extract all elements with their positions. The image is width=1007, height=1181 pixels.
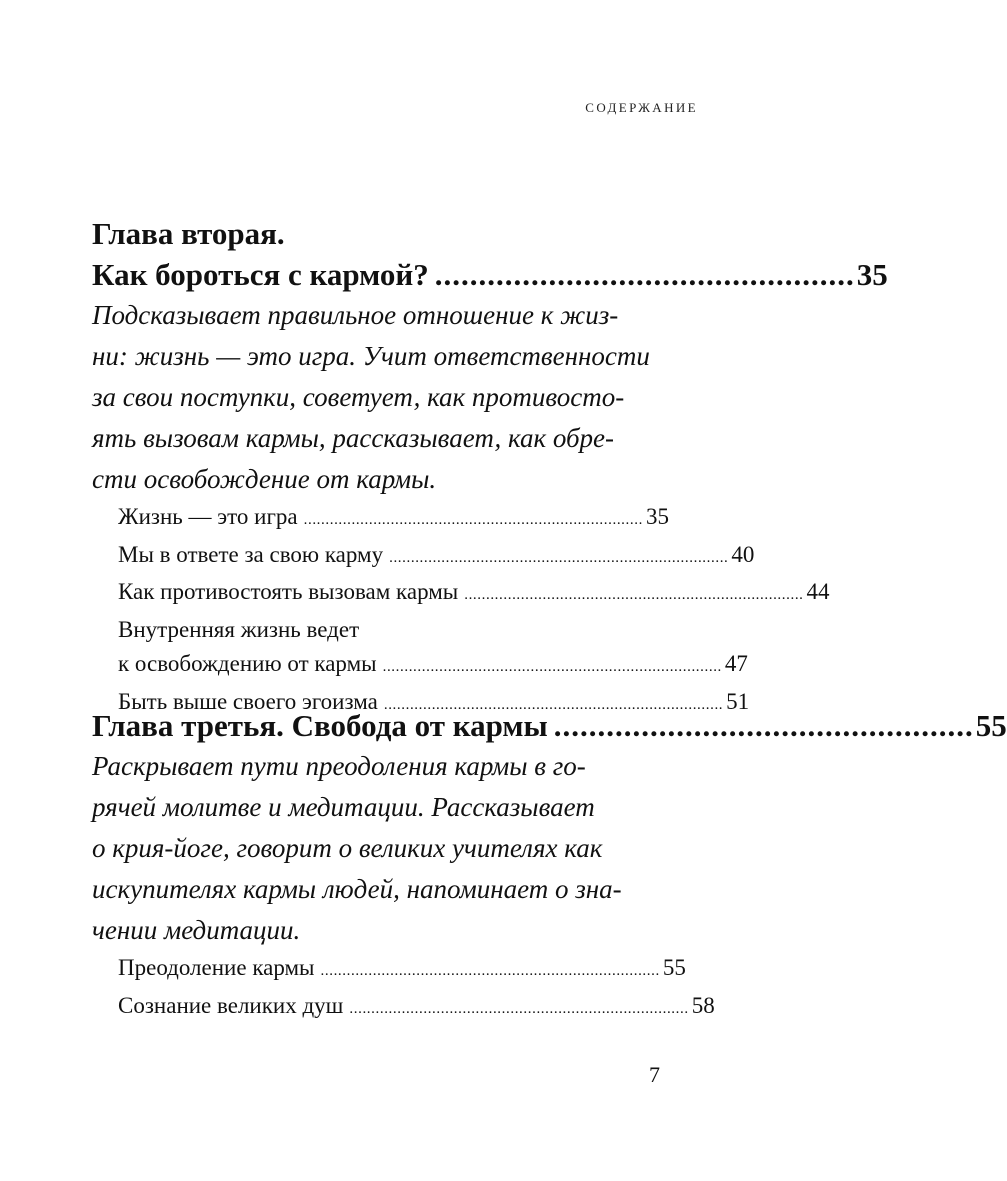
chapter-three-description xyxy=(92,746,630,951)
toc-entry[interactable] xyxy=(92,989,715,1027)
chapter-two-subsections xyxy=(92,500,830,722)
toc-entry-title: к освобождению от кармы xyxy=(118,651,377,676)
chapter-two-heading xyxy=(92,213,888,295)
description-line: о крия-йоге, говорит о великих учителях как xyxy=(92,833,603,863)
chapter-three-page: 55 xyxy=(975,708,1007,743)
chapter-two-title-part2: Как бороться с кармой? xyxy=(92,257,429,292)
description-line: рячей молитве и медитации. Рассказывает xyxy=(92,792,595,822)
toc-entry-title: Преодоление кармы xyxy=(118,955,315,980)
toc-entry-title: Жизнь — это игра xyxy=(118,504,298,529)
dot-leader: .............................................................................. xyxy=(320,963,660,979)
toc-entry-page: 35 xyxy=(645,504,669,529)
chapter-three-title: Глава третья. Свобода от кармы xyxy=(92,708,548,743)
chapter-three-title-line xyxy=(92,705,1007,746)
toc-entry-page: 58 xyxy=(691,992,715,1018)
chapter-two-title-line2 xyxy=(92,254,888,295)
description-line: ять вызовам кармы, рассказывает, как обре- xyxy=(92,423,615,453)
running-head: СОДЕРЖАНИЕ xyxy=(585,100,698,115)
toc-entry-title: Быть выше своего эгоизма xyxy=(118,688,378,714)
dot-leader: .............................................................................. xyxy=(389,549,729,566)
toc-entry[interactable] xyxy=(92,538,755,576)
toc-entry-page: 40 xyxy=(731,541,755,567)
chapter-two-page: 35 xyxy=(856,257,888,292)
description-line: сти освобождение от кармы. xyxy=(92,464,437,494)
toc-entry[interactable] xyxy=(92,500,669,538)
toc-entry-title: Сознание великих душ xyxy=(118,992,344,1018)
chapter-three-heading xyxy=(92,705,1007,746)
dot-leader: ................................................ xyxy=(434,257,855,292)
chapter-three xyxy=(92,705,1007,1026)
chapter-two-description xyxy=(92,295,650,500)
chapter-two xyxy=(92,213,888,722)
description-line: за свои поступки, советует, как противосто- xyxy=(92,382,625,412)
dot-leader: .............................................................................. xyxy=(464,587,804,603)
dot-leader: .............................................................................. xyxy=(303,512,643,528)
description-line: Раскрывает пути преодоления кармы в го- xyxy=(92,751,586,781)
dot-leader: ................................................ xyxy=(553,708,974,743)
chapter-two-title-line1 xyxy=(92,213,630,254)
dot-leader: .............................................................................. xyxy=(349,1000,689,1017)
chapter-three-subsections xyxy=(92,951,715,1026)
description-line: Подсказывает правильное отношение к жиз- xyxy=(92,300,619,330)
toc-entry-page: 51 xyxy=(726,688,750,714)
description-line: ни: жизнь — это игра. Учит ответственности xyxy=(92,341,650,371)
toc-entry-page: 47 xyxy=(724,651,748,676)
chapter-two-title-part1: Глава вторая. xyxy=(92,216,285,251)
toc-entry-title: Как противостоять вызовам кармы xyxy=(118,579,459,604)
dot-leader: .............................................................................. xyxy=(383,696,724,713)
toc-entry-page: 44 xyxy=(806,579,830,604)
toc-entry[interactable] xyxy=(92,951,686,989)
page-number: 7 xyxy=(649,1062,660,1087)
toc-entry-title-line1: Внутренняя жизнь ведет xyxy=(118,616,360,642)
description-line: чении медитации. xyxy=(92,915,301,945)
book-page xyxy=(92,0,1007,1181)
description-line: искупителях кармы людей, напоминает о зна- xyxy=(92,874,622,904)
toc-entry[interactable] xyxy=(92,575,830,613)
toc-entry[interactable] xyxy=(92,613,748,685)
toc-entry-page: 55 xyxy=(662,955,686,980)
toc-entry-title: Мы в ответе за свою карму xyxy=(118,541,384,567)
dot-leader: .............................................................................. xyxy=(382,659,722,675)
